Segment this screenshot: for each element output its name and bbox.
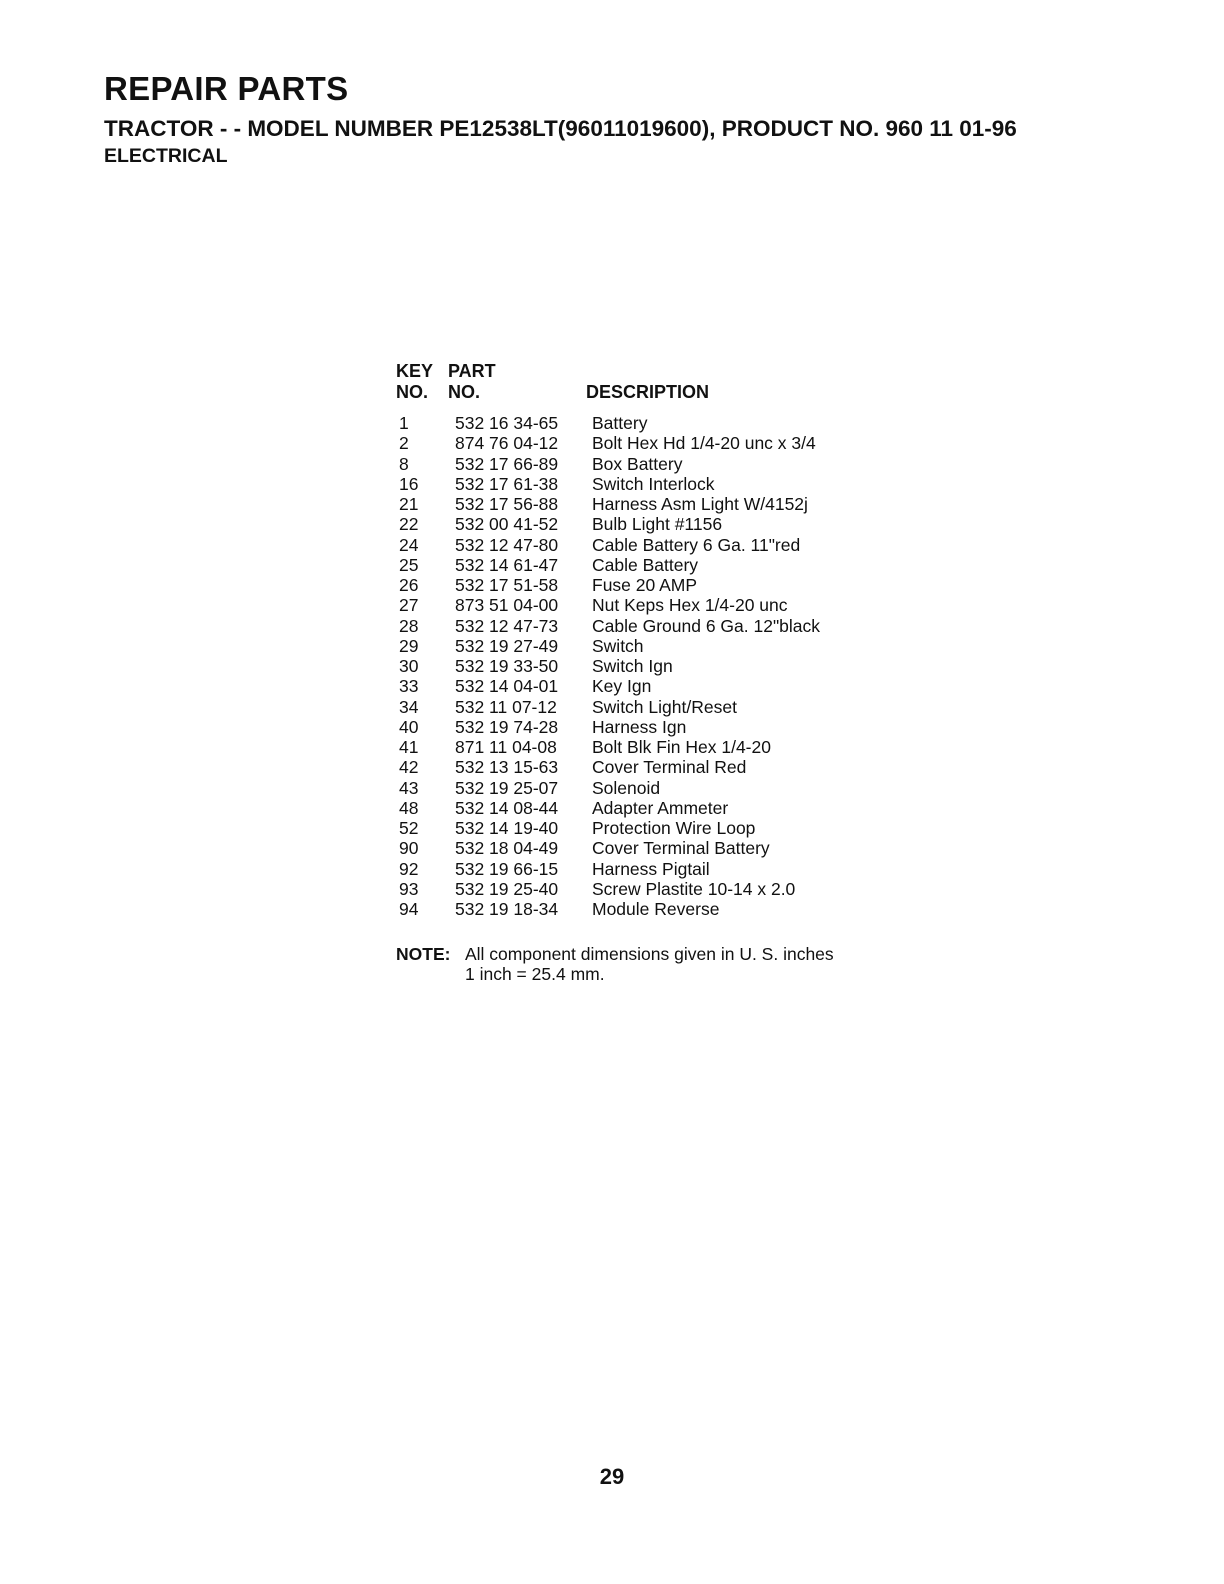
key-no-cell: 34 (399, 696, 419, 717)
key-no-cell: 30 (399, 656, 419, 676)
table-row (395, 717, 865, 737)
note-label: NOTE: (396, 944, 451, 964)
table-row (395, 676, 865, 696)
key-no-cell: 22 (399, 514, 419, 535)
part-no-cell: 532 14 61-47 (455, 554, 559, 575)
part-no-cell: 532 19 25-07 (455, 777, 559, 798)
description-cell: Bulb Light #1156 (592, 514, 723, 535)
table-row (395, 535, 865, 555)
part-no-cell: 532 12 47-80 (455, 534, 559, 555)
description-cell: Cable Battery 6 Ga. 11"red (592, 534, 801, 555)
description-cell: Switch Ign (592, 656, 673, 676)
description-cell: Harness Ign (592, 716, 687, 737)
table-header (395, 361, 865, 404)
key-no-cell: 40 (399, 716, 419, 737)
key-no-cell: 94 (399, 899, 419, 919)
key-no-cell: 48 (399, 797, 419, 818)
table-row (395, 656, 865, 676)
table-row (395, 494, 865, 514)
header-key-line1: KEY (396, 361, 434, 381)
key-no-cell: 24 (399, 534, 419, 555)
part-no-cell: 874 76 04-12 (455, 433, 559, 454)
description-cell: Cover Terminal Battery (592, 838, 770, 859)
description-cell: Cable Battery (592, 554, 699, 575)
part-no-cell: 532 19 33-50 (455, 656, 559, 676)
description-cell: Protection Wire Loop (592, 818, 756, 838)
description-cell: Bolt Hex Hd 1/4-20 unc x 3/4 (592, 433, 816, 454)
description-cell: Switch Light/Reset (592, 696, 737, 717)
key-no-cell: 52 (399, 818, 419, 838)
key-no-cell: 92 (399, 858, 419, 879)
key-no-cell: 42 (399, 757, 419, 778)
key-no-cell: 8 (399, 453, 409, 474)
description-cell: Bolt Blk Fin Hex 1/4-20 (592, 737, 771, 757)
table-row (395, 778, 865, 798)
key-no-cell: 25 (399, 554, 419, 575)
header-key-line2: NO. (396, 382, 429, 402)
part-no-cell: 871 11 04-08 (455, 737, 557, 757)
header-part-line1: PART (448, 361, 496, 381)
note-text: All component dimensions given in U. S. inches 1 inch = 25.4 mm. (465, 944, 834, 984)
part-no-cell: 532 16 34-65 (455, 413, 559, 433)
key-no-cell: 43 (399, 777, 419, 798)
description-cell: Battery (592, 413, 648, 433)
table-row (395, 636, 865, 656)
table-row (395, 413, 865, 433)
header-part-line2: NO. (448, 382, 481, 402)
description-cell: Adapter Ammeter (592, 797, 729, 818)
table-row (395, 757, 865, 777)
key-no-cell: 26 (399, 575, 419, 595)
description-cell: Switch Interlock (592, 473, 715, 494)
table-row (395, 697, 865, 717)
part-no-cell: 532 19 27-49 (455, 635, 559, 656)
part-no-cell: 532 19 25-40 (455, 878, 559, 899)
description-cell: Solenoid (592, 777, 661, 798)
part-no-cell: 532 14 19-40 (455, 818, 559, 838)
key-no-cell: 27 (399, 595, 419, 616)
part-no-cell: 532 19 74-28 (455, 716, 559, 737)
description-cell: Box Battery (592, 453, 683, 474)
key-no-cell: 29 (399, 635, 419, 656)
table-row (395, 838, 865, 858)
part-no-cell: 532 17 56-88 (455, 494, 559, 514)
description-cell: Module Reverse (592, 899, 720, 919)
section-title: ELECTRICAL (104, 145, 228, 167)
part-no-cell: 532 14 08-44 (455, 797, 559, 818)
part-no-cell: 532 13 15-63 (455, 757, 559, 778)
part-no-cell: 532 17 61-38 (455, 473, 559, 494)
table-row (395, 514, 865, 534)
key-no-cell: 21 (399, 494, 419, 514)
table-row (395, 879, 865, 899)
table-row (395, 555, 865, 575)
key-no-cell: 90 (399, 838, 419, 859)
table-row (395, 595, 865, 615)
part-no-cell: 532 12 47-73 (455, 615, 559, 636)
header-description: DESCRIPTION (586, 382, 710, 402)
table-row (395, 737, 865, 757)
description-cell: Key Ign (592, 676, 652, 697)
table-row (395, 616, 865, 636)
description-cell: Cable Ground 6 Ga. 12"black (592, 615, 821, 636)
description-cell: Nut Keps Hex 1/4-20 unc (592, 595, 788, 616)
part-no-cell: 532 19 18-34 (455, 899, 559, 919)
key-no-cell: 41 (399, 737, 419, 757)
part-no-cell: 532 11 07-12 (455, 696, 557, 717)
description-cell: Fuse 20 AMP (592, 575, 698, 595)
part-no-cell: 532 14 04-01 (455, 676, 559, 697)
part-no-cell: 873 51 04-00 (455, 595, 559, 616)
table-row (395, 818, 865, 838)
description-cell: Switch (592, 635, 644, 656)
part-no-cell: 532 17 51-58 (455, 575, 559, 595)
part-no-cell: 532 19 66-15 (455, 858, 559, 879)
table-body (395, 413, 865, 919)
key-no-cell: 1 (399, 413, 409, 433)
table-row (395, 454, 865, 474)
parts-table (395, 361, 865, 919)
description-cell: Cover Terminal Red (592, 757, 747, 778)
description-cell: Screw Plastite 10-14 x 2.0 (592, 878, 796, 899)
table-row (395, 798, 865, 818)
part-no-cell: 532 00 41-52 (455, 514, 559, 535)
description-cell: Harness Pigtail (592, 858, 710, 879)
table-row (395, 899, 865, 919)
page-number: 29 (599, 1464, 625, 1489)
table-row (395, 575, 865, 595)
key-no-cell: 16 (399, 473, 419, 494)
key-no-cell: 93 (399, 878, 419, 899)
part-no-cell: 532 17 66-89 (455, 453, 559, 474)
key-no-cell: 33 (399, 676, 419, 697)
page-title: REPAIR PARTS (104, 70, 349, 107)
table-row (395, 474, 865, 494)
key-no-cell: 2 (399, 433, 409, 454)
part-no-cell: 532 18 04-49 (455, 838, 559, 859)
page-header (104, 70, 1184, 169)
table-row (395, 433, 865, 453)
description-cell: Harness Asm Light W/4152j (592, 494, 808, 514)
key-no-cell: 28 (399, 615, 419, 636)
table-row (395, 859, 865, 879)
model-subtitle: TRACTOR - - MODEL NUMBER PE12538LT(96011019600), PRODUCT NO. 960 11 01-96 (104, 116, 1017, 141)
